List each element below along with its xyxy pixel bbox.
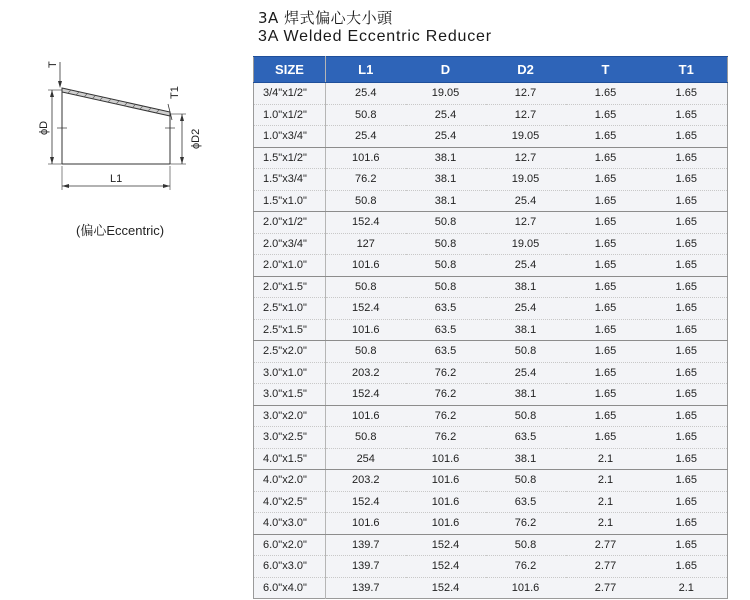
diagram-label-d: ϕD (38, 120, 50, 135)
cell-l1: 139.7 (326, 534, 406, 556)
table-header (254, 57, 728, 83)
cell-l1: 152.4 (326, 298, 406, 320)
cell-t: 1.65 (566, 104, 646, 126)
cell-l1: 101.6 (326, 319, 406, 341)
cell-t: 1.65 (566, 255, 646, 277)
cell-t1: 1.65 (646, 513, 728, 535)
spec-table (253, 56, 728, 599)
cell-size: 4.0"x2.0" (254, 470, 326, 492)
page-title-chinese: 3A 焊式偏心大小頭 (258, 9, 393, 27)
table-row (254, 491, 728, 513)
table-row (254, 276, 728, 298)
page-title-english: 3A Welded Eccentric Reducer (258, 28, 492, 45)
cell-d: 25.4 (406, 104, 486, 126)
table-row (254, 448, 728, 470)
cell-d: 63.5 (406, 298, 486, 320)
cell-size: 4.0"x1.5" (254, 448, 326, 470)
cell-size: 6.0"x2.0" (254, 534, 326, 556)
cell-d: 63.5 (406, 341, 486, 363)
cell-t: 2.1 (566, 470, 646, 492)
cell-size: 2.5"x1.5" (254, 319, 326, 341)
cell-size: 3.0"x1.5" (254, 384, 326, 406)
cell-l1: 25.4 (326, 83, 406, 105)
cell-t: 1.65 (566, 190, 646, 212)
cell-d2: 19.05 (486, 126, 566, 148)
table-row (254, 298, 728, 320)
cell-d: 50.8 (406, 255, 486, 277)
table-row (254, 513, 728, 535)
cell-t: 2.77 (566, 534, 646, 556)
cell-t: 1.65 (566, 212, 646, 234)
table-row (254, 83, 728, 105)
cell-t1: 1.65 (646, 319, 728, 341)
cell-l1: 139.7 (326, 577, 406, 599)
cell-d: 63.5 (406, 319, 486, 341)
cell-t: 1.65 (566, 362, 646, 384)
table-row (254, 147, 728, 169)
header-t: T (566, 57, 646, 83)
cell-t1: 1.65 (646, 212, 728, 234)
cell-d2: 38.1 (486, 384, 566, 406)
table-row (254, 341, 728, 363)
diagram-label-d2: ϕD2 (190, 128, 202, 149)
cell-t1: 1.65 (646, 448, 728, 470)
cell-d2: 25.4 (486, 362, 566, 384)
cell-size: 1.0"x3/4" (254, 126, 326, 148)
cell-t1: 1.65 (646, 534, 728, 556)
diagram-label-t: T (47, 61, 59, 68)
table-row (254, 319, 728, 341)
cell-d: 152.4 (406, 534, 486, 556)
cell-d2: 38.1 (486, 276, 566, 298)
cell-t1: 1.65 (646, 104, 728, 126)
cell-d2: 25.4 (486, 255, 566, 277)
cell-l1: 254 (326, 448, 406, 470)
cell-size: 4.0"x3.0" (254, 513, 326, 535)
cell-d: 50.8 (406, 212, 486, 234)
table-row (254, 470, 728, 492)
table-row (254, 427, 728, 449)
cell-t1: 1.65 (646, 190, 728, 212)
table-row (254, 126, 728, 148)
header-d: D (406, 57, 486, 83)
cell-size: 2.5"x1.0" (254, 298, 326, 320)
header-row (254, 57, 728, 83)
cell-d2: 25.4 (486, 190, 566, 212)
cell-size: 1.5"x3/4" (254, 169, 326, 191)
cell-size: 3/4"x1/2" (254, 83, 326, 105)
cell-t1: 1.65 (646, 276, 728, 298)
cell-d2: 38.1 (486, 448, 566, 470)
cell-l1: 203.2 (326, 470, 406, 492)
cell-t: 1.65 (566, 169, 646, 191)
cell-d2: 63.5 (486, 491, 566, 513)
cell-d2: 12.7 (486, 83, 566, 105)
header-size: SIZE (254, 57, 326, 83)
cell-size: 1.5"x1/2" (254, 147, 326, 169)
diagram-label-t1: T1 (169, 86, 181, 99)
diagram-label-l1: L1 (110, 173, 123, 185)
cell-l1: 50.8 (326, 341, 406, 363)
table-row (254, 405, 728, 427)
cell-l1: 50.8 (326, 276, 406, 298)
cell-t: 1.65 (566, 298, 646, 320)
cell-d2: 19.05 (486, 233, 566, 255)
cell-t: 1.65 (566, 276, 646, 298)
cell-d: 101.6 (406, 448, 486, 470)
cell-t: 1.65 (566, 319, 646, 341)
header-t1: T1 (646, 57, 728, 83)
cell-l1: 50.8 (326, 427, 406, 449)
cell-d: 76.2 (406, 384, 486, 406)
cell-d2: 50.8 (486, 341, 566, 363)
cell-d2: 12.7 (486, 212, 566, 234)
table-row (254, 577, 728, 599)
cell-d: 76.2 (406, 405, 486, 427)
cell-l1: 101.6 (326, 405, 406, 427)
cell-d: 25.4 (406, 126, 486, 148)
cell-l1: 152.4 (326, 491, 406, 513)
cell-size: 6.0"x3.0" (254, 556, 326, 578)
cell-d: 76.2 (406, 362, 486, 384)
cell-l1: 25.4 (326, 126, 406, 148)
diagram-caption: (偏心Eccentric) (76, 223, 165, 238)
cell-t1: 1.65 (646, 341, 728, 363)
cell-t: 2.1 (566, 513, 646, 535)
cell-t: 2.77 (566, 577, 646, 599)
eccentric-reducer-diagram (30, 52, 220, 202)
cell-t1: 1.65 (646, 169, 728, 191)
cell-l1: 203.2 (326, 362, 406, 384)
table-row (254, 255, 728, 277)
cell-size: 3.0"x2.5" (254, 427, 326, 449)
cell-d: 50.8 (406, 233, 486, 255)
cell-l1: 127 (326, 233, 406, 255)
cell-l1: 139.7 (326, 556, 406, 578)
table-row (254, 233, 728, 255)
cell-l1: 50.8 (326, 104, 406, 126)
cell-t: 1.65 (566, 405, 646, 427)
cell-d: 19.05 (406, 83, 486, 105)
cell-d: 101.6 (406, 513, 486, 535)
cell-d2: 38.1 (486, 319, 566, 341)
cell-t1: 1.65 (646, 491, 728, 513)
cell-d: 38.1 (406, 169, 486, 191)
cell-t1: 1.65 (646, 470, 728, 492)
table-row (254, 362, 728, 384)
cell-l1: 152.4 (326, 384, 406, 406)
cell-d2: 50.8 (486, 470, 566, 492)
cell-d2: 12.7 (486, 104, 566, 126)
table-row (254, 534, 728, 556)
cell-size: 2.5"x2.0" (254, 341, 326, 363)
cell-size: 2.0"x1/2" (254, 212, 326, 234)
cell-t1: 1.65 (646, 405, 728, 427)
cell-d: 38.1 (406, 190, 486, 212)
cell-size: 4.0"x2.5" (254, 491, 326, 513)
cell-size: 1.5"x1.0" (254, 190, 326, 212)
cell-t1: 1.65 (646, 147, 728, 169)
cell-t1: 1.65 (646, 362, 728, 384)
cell-t1: 1.65 (646, 384, 728, 406)
cell-t: 1.65 (566, 147, 646, 169)
cell-d2: 63.5 (486, 427, 566, 449)
cell-d: 101.6 (406, 470, 486, 492)
header-l1: L1 (326, 57, 406, 83)
cell-t1: 1.65 (646, 556, 728, 578)
cell-l1: 101.6 (326, 255, 406, 277)
cell-size: 6.0"x4.0" (254, 577, 326, 599)
cell-d: 101.6 (406, 491, 486, 513)
cell-d2: 50.8 (486, 405, 566, 427)
cell-size: 3.0"x1.0" (254, 362, 326, 384)
cell-size: 2.0"x1.0" (254, 255, 326, 277)
cell-t1: 1.65 (646, 83, 728, 105)
cell-l1: 50.8 (326, 190, 406, 212)
cell-l1: 76.2 (326, 169, 406, 191)
cell-t: 2.1 (566, 491, 646, 513)
table-row (254, 556, 728, 578)
cell-size: 1.0"x1/2" (254, 104, 326, 126)
cell-size: 3.0"x2.0" (254, 405, 326, 427)
cell-t1: 1.65 (646, 126, 728, 148)
header-d2: D2 (486, 57, 566, 83)
cell-t: 1.65 (566, 83, 646, 105)
cell-t: 1.65 (566, 341, 646, 363)
cell-d2: 76.2 (486, 556, 566, 578)
cell-t: 1.65 (566, 384, 646, 406)
cell-t: 1.65 (566, 126, 646, 148)
cell-d2: 76.2 (486, 513, 566, 535)
cell-d2: 19.05 (486, 169, 566, 191)
cell-t: 1.65 (566, 427, 646, 449)
table-row (254, 212, 728, 234)
table-row (254, 169, 728, 191)
cell-d2: 50.8 (486, 534, 566, 556)
cell-d: 76.2 (406, 427, 486, 449)
cell-l1: 152.4 (326, 212, 406, 234)
cell-d2: 12.7 (486, 147, 566, 169)
cell-t1: 2.1 (646, 577, 728, 599)
cell-t1: 1.65 (646, 233, 728, 255)
cell-d: 50.8 (406, 276, 486, 298)
cell-d: 38.1 (406, 147, 486, 169)
cell-d2: 25.4 (486, 298, 566, 320)
cell-t1: 1.65 (646, 255, 728, 277)
cell-size: 2.0"x3/4" (254, 233, 326, 255)
cell-l1: 101.6 (326, 513, 406, 535)
table-row (254, 384, 728, 406)
cell-t: 1.65 (566, 233, 646, 255)
cell-t1: 1.65 (646, 427, 728, 449)
cell-d2: 101.6 (486, 577, 566, 599)
cell-t: 2.77 (566, 556, 646, 578)
cell-d: 152.4 (406, 577, 486, 599)
table-row (254, 190, 728, 212)
cell-d: 152.4 (406, 556, 486, 578)
cell-size: 2.0"x1.5" (254, 276, 326, 298)
table-row (254, 104, 728, 126)
cell-t: 2.1 (566, 448, 646, 470)
cell-l1: 101.6 (326, 147, 406, 169)
table-body (254, 83, 728, 599)
cell-t1: 1.65 (646, 298, 728, 320)
